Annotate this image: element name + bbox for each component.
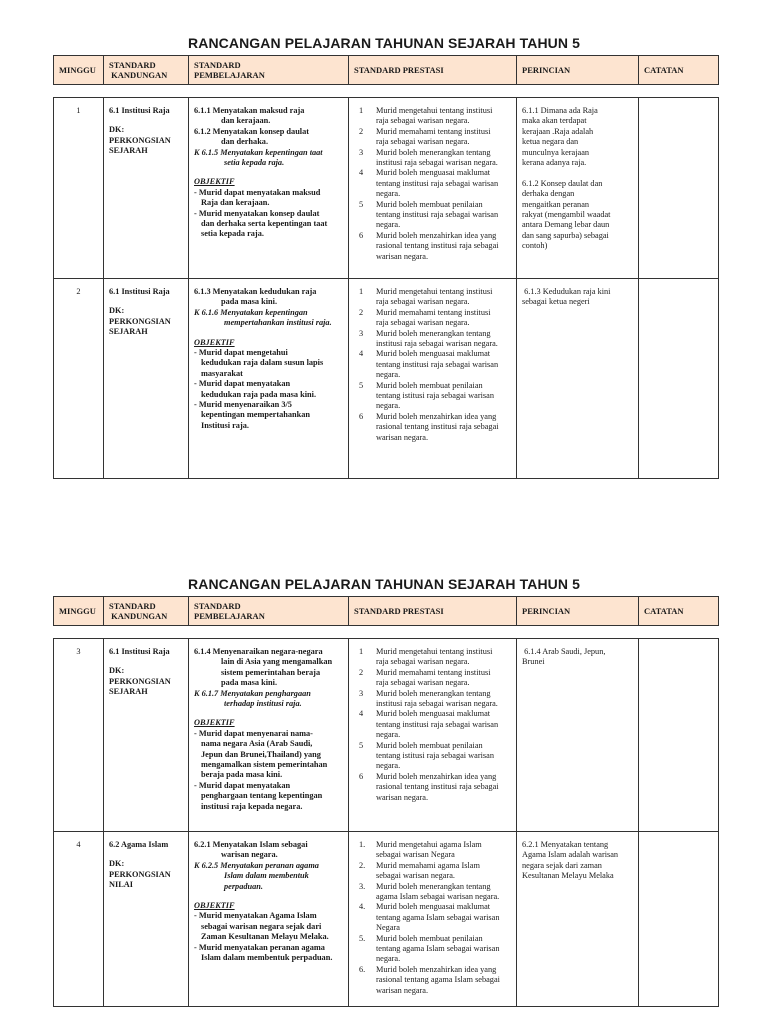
prestasi-item xyxy=(354,741,511,772)
week-number: 1 xyxy=(76,106,81,115)
prestasi-text: Murid mengetahui tentang institusi xyxy=(376,106,493,115)
prestasi-text: tentang istitusi raja sebagai warisan xyxy=(376,751,494,761)
header-sk-line2: KANDUNGAN xyxy=(111,70,168,80)
prestasi-text: Murid boleh menerangkan tentang xyxy=(376,688,491,698)
sp-text-line: mempertahankan institusi raja. xyxy=(224,318,332,328)
sk-code: 6.2 Agama Islam xyxy=(109,840,169,849)
table-row xyxy=(54,279,719,479)
prestasi-text: negara. xyxy=(376,189,401,199)
objektif-line: dan derhaka serta kepentingan taat xyxy=(201,219,328,229)
table-row xyxy=(54,832,719,1007)
prestasi-number: 2 xyxy=(359,667,364,677)
objektif-heading: OBJEKTIF xyxy=(194,337,235,347)
prestasi-text: Murid boleh menerangkan tentang xyxy=(376,881,491,891)
standard-pembelajaran-cell xyxy=(189,98,349,279)
plan-table-2 xyxy=(53,638,719,1007)
prestasi-text: rasional tentang institusi raja sebagai xyxy=(376,241,499,251)
perincian-cell xyxy=(517,279,639,479)
objektif-line: beraja pada masa kini. xyxy=(201,770,283,780)
prestasi-number: 3. xyxy=(359,881,366,891)
sk-code: 6.1 Institusi Raja xyxy=(109,287,170,296)
objektif-heading: OBJEKTIF xyxy=(194,718,235,728)
sp-text-line: K 6.1.5 Menyatakan kepentingan taat xyxy=(194,147,323,157)
catatan-cell xyxy=(639,639,719,832)
prestasi-text: institusi raja sebagai warisan negara. xyxy=(376,699,498,709)
prestasi-text: sebagai warisan negara. xyxy=(376,871,456,881)
sk-dk-line2: SEJARAH xyxy=(109,687,148,697)
prestasi-item xyxy=(354,689,511,710)
prestasi-text: Murid boleh membuat penilaian xyxy=(376,199,483,209)
week-cell xyxy=(54,639,104,832)
objektif-line: - Murid dapat mengetahui xyxy=(194,348,288,358)
prestasi-text: tentang istitusi raja sebagai warisan xyxy=(376,391,494,401)
prestasi-item xyxy=(354,168,511,199)
week-number: 2 xyxy=(76,287,81,296)
objektif-line: masyarakat xyxy=(201,368,243,378)
perincian-line: Agama Islam adalah warisan xyxy=(522,850,619,860)
header-standard-pembelajaran xyxy=(189,597,349,626)
sp-text-line: terhadap institusi raja. xyxy=(224,699,302,709)
objektif-line: - Murid dapat menyenarai nama- xyxy=(194,728,313,738)
prestasi-text: Murid mengetahui tentang institusi xyxy=(376,647,493,656)
prestasi-list xyxy=(354,647,511,803)
prestasi-text: Murid boleh menzahirkan idea yang xyxy=(376,411,497,421)
prestasi-text: Murid boleh membuat penilaian xyxy=(376,380,483,390)
prestasi-text: Murid boleh menerangkan tentang xyxy=(376,328,491,338)
prestasi-item xyxy=(354,148,511,169)
header-sp-line2: PEMBELAJARAN xyxy=(194,611,265,621)
prestasi-text: raja sebagai warisan negara. xyxy=(376,318,470,328)
objektif-line: nama negara Asia (Arab Saudi, xyxy=(201,739,313,749)
prestasi-text: Murid boleh menguasai maklumat xyxy=(376,168,491,178)
sk-code: 6.1 Institusi Raja xyxy=(109,106,170,115)
prestasi-number: 5 xyxy=(359,199,364,209)
sp-text-line: sistem pemerintahan beraja xyxy=(221,667,321,677)
header-standard-kandungan xyxy=(104,597,189,626)
perincian-line: Kesultanan Melayu Melaka xyxy=(522,871,614,881)
sp-text-line: pada masa kini. xyxy=(221,297,278,307)
prestasi-text: warisan negara. xyxy=(376,985,429,995)
perincian-line: kerajaan .Raja adalah xyxy=(522,126,594,136)
standard-pembelajaran-cell xyxy=(189,639,349,832)
prestasi-item xyxy=(354,349,511,380)
header-catatan-label: CATATAN xyxy=(644,65,684,75)
prestasi-text: tentang agama Islam sebagai warisan xyxy=(376,944,500,954)
prestasi-item xyxy=(354,106,511,127)
standard-pembelajaran-cell xyxy=(189,279,349,479)
prestasi-item xyxy=(354,709,511,740)
prestasi-text: raja sebagai warisan negara. xyxy=(376,297,470,307)
prestasi-text: rasional tentang agama Islam sebagai xyxy=(376,975,500,985)
prestasi-text: raja sebagai warisan negara. xyxy=(376,116,470,126)
perincian-line: dan sang sapurba) sebagai xyxy=(522,230,609,240)
prestasi-text: raja sebagai warisan negara. xyxy=(376,678,470,688)
prestasi-text: tentang institusi raja sebagai warisan xyxy=(376,359,499,369)
objektif-line: - Murid dapat menyatakan xyxy=(194,379,291,389)
sp-text-line: dan derhaka. xyxy=(221,137,269,147)
perincian-line: 6.2.1 Menyatakan tentang xyxy=(522,840,609,849)
perincian-line: 6.1.4 Arab Saudi, Jepun, xyxy=(522,647,606,656)
header-sp-line1: STANDARD xyxy=(194,60,241,70)
prestasi-number: 5 xyxy=(359,380,364,390)
prestasi-text: Murid boleh membuat penilaian xyxy=(376,933,483,943)
perincian-line: rakyat (mengambil waadat xyxy=(522,210,611,220)
prestasi-item xyxy=(354,308,511,329)
standard-prestasi-cell xyxy=(349,98,517,279)
objektif-line: kedudukan raja pada masa kini. xyxy=(201,389,317,399)
objektif-line: setia kepada raja. xyxy=(201,229,264,239)
sk-dk-label: DK: xyxy=(109,859,125,869)
sk-code: 6.1 Institusi Raja xyxy=(109,647,170,656)
header-prestasi-label: STANDARD PRESTASI xyxy=(354,65,444,75)
prestasi-number: 4. xyxy=(359,902,366,912)
sk-dk-line1: PERKONGSIAN xyxy=(109,316,171,326)
objektif-line: - Murid menyatakan Agama Islam xyxy=(194,911,317,921)
prestasi-number: 2 xyxy=(359,126,364,136)
perincian-line: 6.1.1 Dimana ada Raja xyxy=(522,106,598,115)
perincian-line: sebagai ketua negeri xyxy=(522,297,590,307)
prestasi-item xyxy=(354,965,511,996)
standard-kandungan-cell xyxy=(104,639,189,832)
header-minggu-label: MINGGU xyxy=(59,606,96,616)
prestasi-text: warisan negara. xyxy=(376,792,429,802)
prestasi-number: 5 xyxy=(359,740,364,750)
prestasi-item xyxy=(354,412,511,443)
objektif-line: Jepun dan Brunei,Thailand) yang xyxy=(201,749,321,759)
prestasi-number: 4 xyxy=(359,709,364,719)
prestasi-text: Murid memahami agama Islam xyxy=(376,860,480,870)
perincian-line: negara sejak dari zaman xyxy=(522,860,602,870)
sp-text-line: K 6.2.5 Menyatakan peranan agama xyxy=(194,860,319,870)
sk-dk-line1: PERKONGSIAN xyxy=(109,869,171,879)
sp-text-line: setia kepada raja. xyxy=(224,158,285,168)
prestasi-item xyxy=(354,127,511,148)
header-catatan xyxy=(639,56,719,85)
prestasi-number: 1 xyxy=(359,287,364,296)
sk-dk-label: DK: xyxy=(109,306,125,316)
prestasi-item xyxy=(354,668,511,689)
prestasi-item xyxy=(354,381,511,412)
prestasi-list xyxy=(354,840,511,996)
header-standard-pembelajaran xyxy=(189,56,349,85)
plan-table-1 xyxy=(53,97,719,479)
prestasi-text: negara. xyxy=(376,954,401,964)
prestasi-item xyxy=(354,861,511,882)
prestasi-text: tentang institusi raja sebagai warisan xyxy=(376,178,499,188)
sp-text-line: pada masa kini. xyxy=(221,678,278,688)
prestasi-text: Murid boleh menguasai maklumat xyxy=(376,709,491,719)
sk-dk-line2: NILAI xyxy=(109,880,133,890)
prestasi-text: negara. xyxy=(376,730,401,740)
sp-text-line: lain di Asia yang mengamalkan xyxy=(221,657,333,667)
prestasi-list xyxy=(354,287,511,443)
prestasi-number: 1 xyxy=(359,106,364,115)
perincian-line: 6.1.3 Kedudukan raja kini xyxy=(522,287,611,296)
sp-text-line: dan kerajaan. xyxy=(221,116,271,126)
week-number: 4 xyxy=(76,840,81,849)
prestasi-text: Murid boleh menguasai maklumat xyxy=(376,902,491,912)
header-minggu-label: MINGGU xyxy=(59,65,96,75)
header-catatan-label: CATATAN xyxy=(644,606,684,616)
header-table-2 xyxy=(53,596,719,626)
prestasi-text: Murid boleh membuat penilaian xyxy=(376,740,483,750)
sp-text-line: K 6.1.6 Menyatakan kepentingan xyxy=(194,307,308,317)
header-perincian xyxy=(517,56,639,85)
prestasi-text: raja sebagai warisan negara. xyxy=(376,657,470,667)
prestasi-item xyxy=(354,840,511,861)
prestasi-text: warisan negara. xyxy=(376,432,429,442)
prestasi-text: Murid memahami tentang institusi xyxy=(376,307,491,317)
objektif-line: Islam dalam membentuk perpaduan. xyxy=(201,953,333,963)
perincian-cell xyxy=(517,639,639,832)
catatan-cell xyxy=(639,279,719,479)
objektif-line: Institusi raja. xyxy=(201,420,249,430)
prestasi-item xyxy=(354,772,511,803)
sp-text-line: perpaduan. xyxy=(224,881,263,891)
perincian-line: antara Demang lebar daun xyxy=(522,220,610,230)
sk-dk-line2: SEJARAH xyxy=(109,146,148,156)
prestasi-text: sebagai warisan Negara xyxy=(376,850,455,860)
objektif-line: - Murid menyatakan konsep daulat xyxy=(194,208,320,218)
perincian-line: maka akan terdapat xyxy=(522,116,587,126)
prestasi-text: raja sebagai warisan negara. xyxy=(376,137,470,147)
perincian-line: 6.1.2 Konsep daulat dan xyxy=(522,178,603,188)
prestasi-text: negara. xyxy=(376,220,401,230)
perincian-line: contoh) xyxy=(522,241,548,251)
prestasi-text: Murid boleh menzahirkan idea yang xyxy=(376,230,497,240)
prestasi-text: Murid boleh menerangkan tentang xyxy=(376,147,491,157)
prestasi-item xyxy=(354,647,511,668)
sp-text-line: 6.1.1 Menyatakan maksud raja xyxy=(194,106,305,115)
objektif-line: institusi raja kepada negara. xyxy=(201,801,303,811)
objektif-heading: OBJEKTIF xyxy=(194,177,235,187)
header-minggu xyxy=(54,56,104,85)
prestasi-text: Negara xyxy=(376,923,400,933)
header-sp-line2: PEMBELAJARAN xyxy=(194,70,265,80)
sp-text-line: 6.1.3 Menyatakan kedudukan raja xyxy=(194,287,317,296)
prestasi-text: tentang institusi raja sebagai warisan xyxy=(376,719,499,729)
objektif-heading: OBJEKTIF xyxy=(194,901,235,911)
prestasi-item xyxy=(354,902,511,933)
perincian-line: ketua negara dan xyxy=(522,137,579,147)
objektif-line: - Murid dapat menyatakan xyxy=(194,780,291,790)
prestasi-number: 1 xyxy=(359,647,364,656)
prestasi-number: 4 xyxy=(359,168,364,178)
objektif-line: mengamalkan sistem pemerintahan xyxy=(201,760,328,770)
sk-dk-label: DK: xyxy=(109,125,125,135)
standard-prestasi-cell xyxy=(349,639,517,832)
week-cell xyxy=(54,279,104,479)
prestasi-text: institusi raja sebagai warisan negara. xyxy=(376,158,498,168)
objektif-line: Raja dan kerajaan. xyxy=(201,198,270,208)
prestasi-number: 3 xyxy=(359,328,364,338)
prestasi-text: Murid boleh menzahirkan idea yang xyxy=(376,771,497,781)
prestasi-number: 3 xyxy=(359,688,364,698)
header-standard-prestasi xyxy=(349,56,517,85)
prestasi-number: 5. xyxy=(359,933,366,943)
prestasi-text: Murid memahami tentang institusi xyxy=(376,126,491,136)
prestasi-item xyxy=(354,934,511,965)
prestasi-text: Murid mengetahui agama Islam xyxy=(376,840,482,849)
sp-text-line: 6.1.4 Menyenaraikan negara-negara xyxy=(194,647,323,656)
table-row xyxy=(54,639,719,832)
header-minggu xyxy=(54,597,104,626)
week-cell xyxy=(54,832,104,1007)
objektif-line: Zaman Kesultanan Melayu Melaka. xyxy=(201,932,329,942)
objektif-line: - Murid menyenaraikan 3/5 xyxy=(194,400,292,410)
header-catatan xyxy=(639,597,719,626)
prestasi-number: 4 xyxy=(359,349,364,359)
prestasi-number: 6 xyxy=(359,411,364,421)
objektif-line: - Murid menyatakan peranan agama xyxy=(194,942,325,952)
prestasi-number: 6 xyxy=(359,230,364,240)
header-sk-line1: STANDARD xyxy=(109,60,156,70)
header-table xyxy=(53,55,719,85)
perincian-cell xyxy=(517,832,639,1007)
prestasi-number: 2. xyxy=(359,860,366,870)
standard-prestasi-cell xyxy=(349,279,517,479)
perincian-line: Brunei xyxy=(522,657,545,667)
standard-pembelajaran-cell xyxy=(189,832,349,1007)
prestasi-text: institusi raja sebagai warisan negara. xyxy=(376,339,498,349)
perincian-line: kerana adanya raja. xyxy=(522,158,587,168)
prestasi-item xyxy=(354,200,511,231)
catatan-cell xyxy=(639,832,719,1007)
sk-dk-line1: PERKONGSIAN xyxy=(109,135,171,145)
header-sp-line1: STANDARD xyxy=(194,601,241,611)
prestasi-number: 1. xyxy=(359,840,366,849)
sk-dk-line1: PERKONGSIAN xyxy=(109,676,171,686)
sp-text-line: K 6.1.7 Menyatakan penghargaan xyxy=(194,688,311,698)
sp-text-line: warisan negara. xyxy=(221,850,278,860)
sp-text-line: Islam dalam membentuk xyxy=(224,871,309,881)
week-number: 3 xyxy=(76,647,81,656)
sk-dk-line2: SEJARAH xyxy=(109,327,148,337)
prestasi-item xyxy=(354,882,511,903)
catatan-cell xyxy=(639,98,719,279)
standard-kandungan-cell xyxy=(104,98,189,279)
sk-dk-label: DK: xyxy=(109,666,125,676)
prestasi-item xyxy=(354,231,511,262)
page-title-2: RANCANGAN PELAJARAN TAHUNAN SEJARAH TAHUN 5 xyxy=(188,576,580,592)
header-standard-prestasi xyxy=(349,597,517,626)
header-prestasi-label: STANDARD PRESTASI xyxy=(354,606,444,616)
objektif-line: sebagai warisan negara sejak dari xyxy=(201,921,322,931)
objektif-line: penghargaan tentang kepentingan xyxy=(201,791,323,801)
header-sk-line1: STANDARD xyxy=(109,601,156,611)
prestasi-text: Murid boleh menguasai maklumat xyxy=(376,349,491,359)
sp-text-line: 6.1.2 Menyatakan konsep daulat xyxy=(194,126,310,136)
perincian-line xyxy=(522,168,633,178)
prestasi-list xyxy=(354,106,511,262)
week-cell xyxy=(54,98,104,279)
prestasi-text: rasional tentang institusi raja sebagai xyxy=(376,782,499,792)
prestasi-number: 6. xyxy=(359,964,366,974)
perincian-line: derhaka dengan xyxy=(522,189,575,199)
page-title: RANCANGAN PELAJARAN TAHUNAN SEJARAH TAHUN 5 xyxy=(188,35,580,51)
standard-kandungan-cell xyxy=(104,279,189,479)
prestasi-text: warisan negara. xyxy=(376,251,429,261)
perincian-line: mengaitkan peranan xyxy=(522,199,590,209)
perincian-line: munculnya kerajaan xyxy=(522,147,590,157)
standard-prestasi-cell xyxy=(349,832,517,1007)
header-perincian-label: PERINCIAN xyxy=(522,65,571,75)
prestasi-number: 6 xyxy=(359,771,364,781)
prestasi-text: Murid memahami tentang institusi xyxy=(376,667,491,677)
prestasi-text: negara. xyxy=(376,761,401,771)
prestasi-text: rasional tentang institusi raja sebagai xyxy=(376,422,499,432)
prestasi-text: tentang institusi raja sebagai warisan xyxy=(376,210,499,220)
prestasi-item xyxy=(354,287,511,308)
prestasi-item xyxy=(354,329,511,350)
prestasi-number: 3 xyxy=(359,147,364,157)
header-standard-kandungan xyxy=(104,56,189,85)
prestasi-text: tentang agama Islam sebagai warisan xyxy=(376,912,500,922)
header-perincian-label: PERINCIAN xyxy=(522,606,571,616)
prestasi-text: agama Islam sebagai warisan negara. xyxy=(376,892,500,902)
prestasi-text: Murid boleh menzahirkan idea yang xyxy=(376,964,497,974)
prestasi-text: Murid mengetahui tentang institusi xyxy=(376,287,493,296)
prestasi-number: 2 xyxy=(359,307,364,317)
prestasi-text: negara. xyxy=(376,370,401,380)
table-row xyxy=(54,98,719,279)
prestasi-text: negara. xyxy=(376,401,401,411)
standard-kandungan-cell xyxy=(104,832,189,1007)
objektif-line: - Murid dapat menyatakan maksud xyxy=(194,187,321,197)
header-sk-line2: KANDUNGAN xyxy=(111,611,168,621)
objektif-line: kepentingan mempertahankan xyxy=(201,410,311,420)
sp-text-line: 6.2.1 Menyatakan Islam sebagai xyxy=(194,840,308,849)
objektif-line: kedudukan raja dalam susun lapis xyxy=(201,358,324,368)
perincian-cell xyxy=(517,98,639,279)
header-perincian xyxy=(517,597,639,626)
